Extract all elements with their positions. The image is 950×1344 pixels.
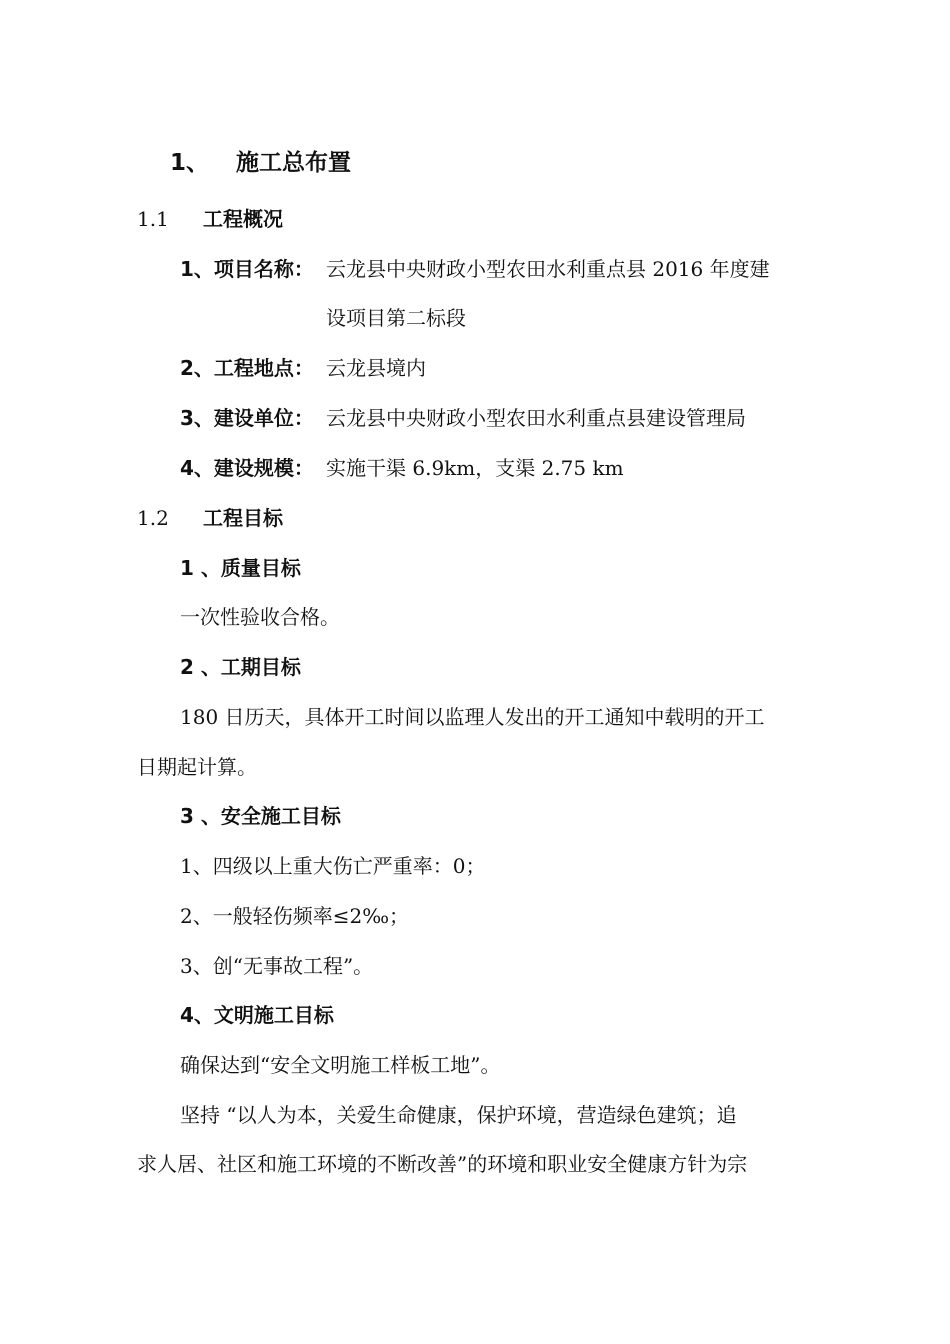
section-1-1-number: 1.1 — [137, 207, 169, 231]
project-owner-value: 云龙县中央财政小型农田水利重点县建设管理局 — [326, 406, 746, 430]
policy-text-cont: 求人居、社区和施工环境的不断改善”的环境和职业安全健康方针为宗 — [137, 1152, 748, 1176]
section-1-2-title: 工程目标 — [203, 506, 283, 530]
civil-goal-title: 4、文明施工目标 — [180, 1003, 334, 1027]
section-1-1-title: 工程概况 — [203, 207, 283, 231]
project-name-value-cont: 设项目第二标段 — [326, 306, 466, 330]
project-site-value: 云龙县境内 — [326, 356, 426, 380]
safety-goal-item-2: 2、一般轻伤频率≤2‰； — [180, 904, 410, 928]
chapter-title: 施工总布置 — [236, 150, 351, 176]
safety-goal-item-3: 3、创“无事故工程”。 — [180, 954, 374, 978]
schedule-goal-text-cont: 日期起计算。 — [137, 755, 257, 779]
quality-goal-title: 1 、质量目标 — [180, 556, 301, 580]
chapter-number: 1、 — [170, 150, 210, 176]
civil-goal-text: 确保达到“安全文明施工样板工地”。 — [180, 1053, 501, 1077]
schedule-goal-title: 2 、工期目标 — [180, 655, 301, 679]
quality-goal-text: 一次性验收合格。 — [180, 605, 340, 629]
project-site-label: 2、工程地点： — [180, 356, 314, 380]
project-scale-value: 实施干渠 6.9km，支渠 2.75 km — [326, 456, 624, 480]
project-name-value: 云龙县中央财政小型农田水利重点县 2016 年度建 — [326, 257, 770, 281]
safety-goal-item-1: 1、四级以上重大伤亡严重率：0； — [180, 854, 486, 878]
policy-text: 坚持 “以人为本，关爱生命健康，保护环境，营造绿色建筑；追 — [180, 1103, 737, 1127]
safety-goal-title: 3 、安全施工目标 — [180, 804, 341, 828]
project-owner-label: 3、建设单位： — [180, 406, 314, 430]
project-name-label: 1、项目名称： — [180, 257, 314, 281]
project-scale-label: 4、建设规模： — [180, 456, 314, 480]
schedule-goal-text: 180 日历天，具体开工时间以监理人发出的开工通知中载明的开工 — [180, 705, 765, 729]
section-1-2-number: 1.2 — [137, 506, 169, 530]
